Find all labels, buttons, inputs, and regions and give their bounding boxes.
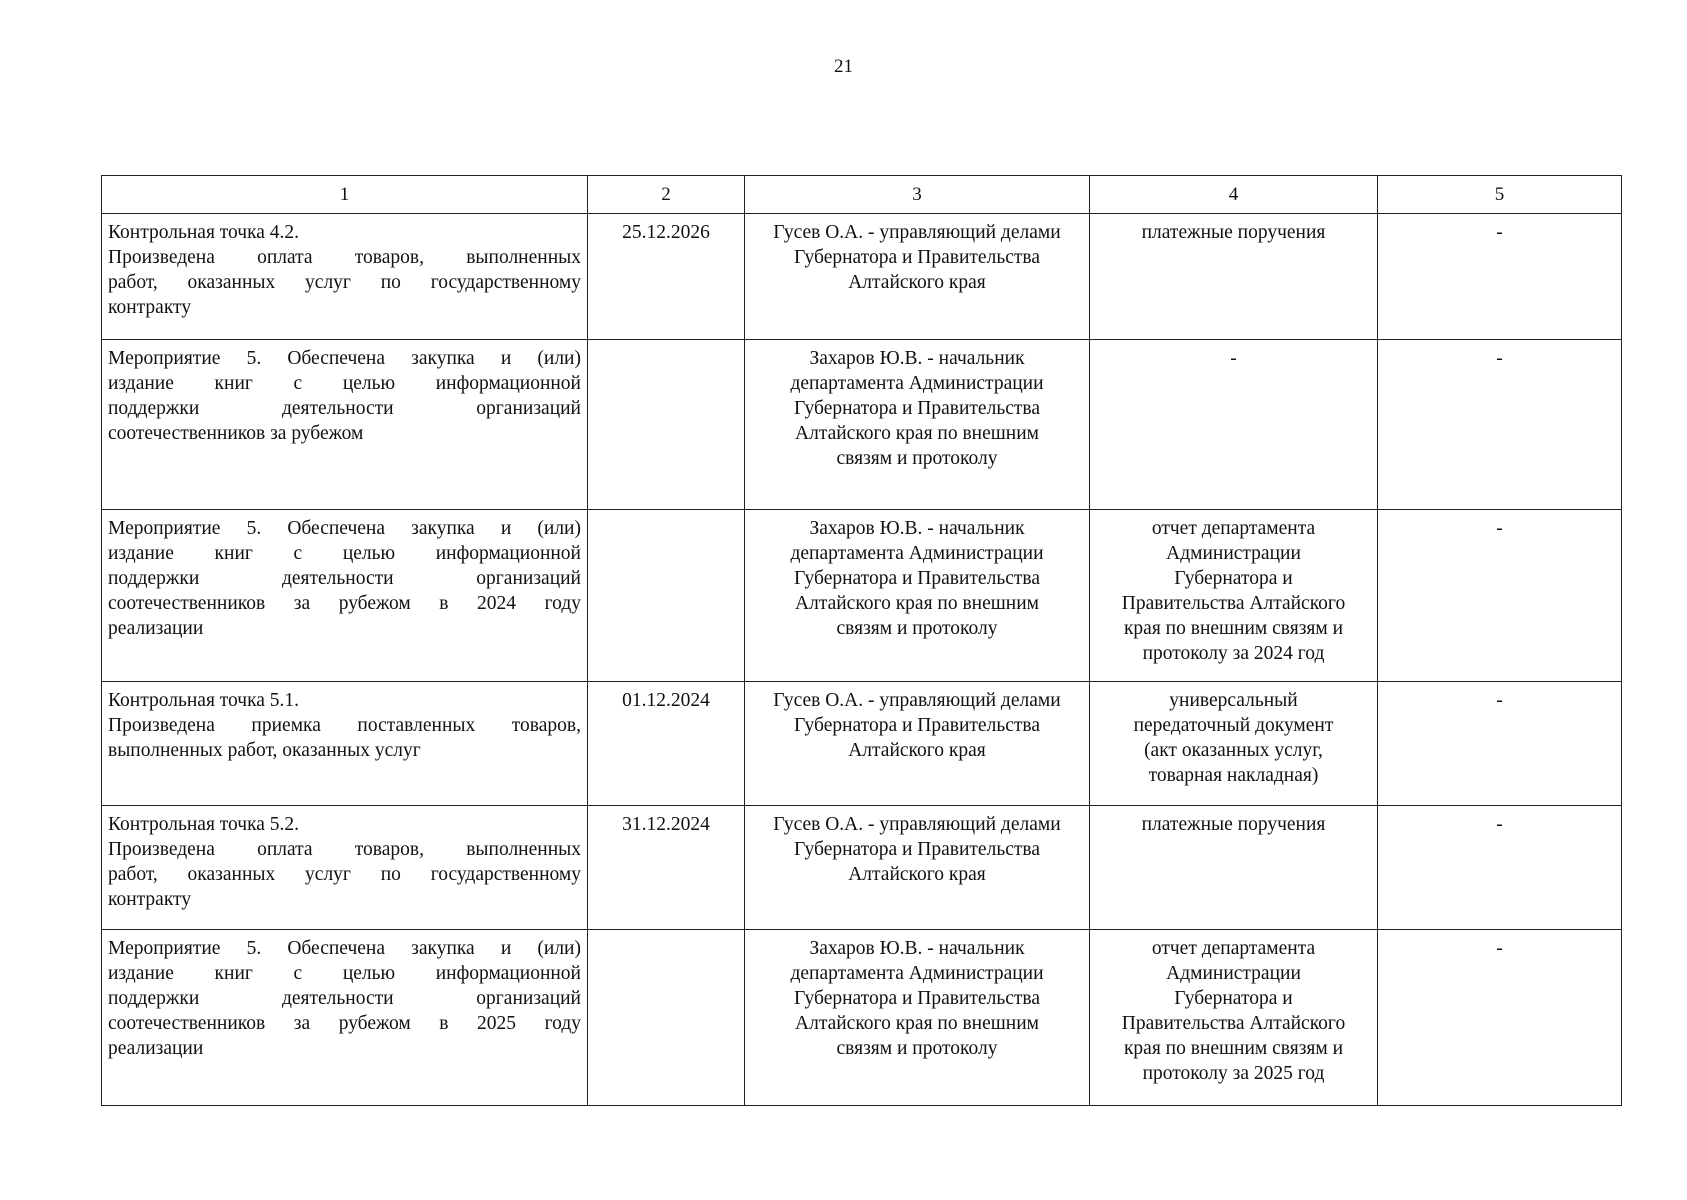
document-line: передаточный документ bbox=[1133, 715, 1334, 736]
description-line: Произведена приемка поставленных товаров, bbox=[108, 715, 581, 736]
description-line: Мероприятие 5. Обеспечена закупка и (или) bbox=[108, 938, 581, 959]
cell-column-5: - bbox=[1378, 340, 1622, 510]
cell-description bbox=[102, 214, 588, 340]
description-line: Мероприятие 5. Обеспечена закупка и (или) bbox=[108, 518, 581, 539]
document-line: Губернатора и bbox=[1174, 568, 1293, 589]
cell-description bbox=[102, 340, 588, 510]
document-line: протоколу за 2025 год bbox=[1142, 1063, 1325, 1084]
document-line: платежные поручения bbox=[1141, 222, 1326, 243]
cell-responsible bbox=[745, 340, 1090, 510]
cell-description bbox=[102, 806, 588, 930]
document-line: Правительства Алтайского bbox=[1121, 593, 1346, 614]
table-row bbox=[102, 510, 1622, 682]
document-line: протоколу за 2024 год bbox=[1142, 643, 1325, 664]
description-line: Контрольная точка 5.2. bbox=[108, 814, 300, 835]
cell-document bbox=[1090, 682, 1378, 806]
cell-responsible bbox=[745, 510, 1090, 682]
table-row bbox=[102, 806, 1622, 930]
description-line: соотечественников за рубежом в 2025 году bbox=[108, 1013, 581, 1034]
description-line: выполненных работ, оказанных услуг bbox=[108, 740, 421, 761]
document-line: Губернатора и bbox=[1174, 988, 1293, 1009]
cell-document bbox=[1090, 340, 1378, 510]
responsible-line: Алтайского края bbox=[848, 864, 986, 885]
column-header-3: 3 bbox=[745, 176, 1090, 214]
cell-responsible bbox=[745, 682, 1090, 806]
responsible-line: Захаров Ю.В. - начальник bbox=[809, 518, 1025, 539]
cell-date: 01.12.2024 bbox=[588, 682, 745, 806]
document-line: товарная накладная) bbox=[1148, 765, 1319, 786]
responsible-line: Алтайского края bbox=[848, 272, 986, 293]
cell-date bbox=[588, 510, 745, 682]
plan-table bbox=[101, 175, 1622, 1106]
table-row bbox=[102, 930, 1622, 1106]
cell-document bbox=[1090, 930, 1378, 1106]
description-line: соотечественников за рубежом bbox=[108, 423, 364, 444]
table-row bbox=[102, 214, 1622, 340]
responsible-line: департамента Администрации bbox=[790, 373, 1044, 394]
document-line: края по внешним связям и bbox=[1123, 1038, 1344, 1059]
description-line: поддержки деятельности организаций bbox=[108, 398, 581, 419]
cell-description bbox=[102, 682, 588, 806]
responsible-line: Алтайского края по внешним bbox=[795, 593, 1039, 614]
description-line: контракту bbox=[108, 889, 192, 910]
column-header-1: 1 bbox=[102, 176, 588, 214]
description-line: работ, оказанных услуг по государственному bbox=[108, 272, 581, 293]
description-line: Произведена оплата товаров, выполненных bbox=[108, 247, 581, 268]
table-body bbox=[102, 214, 1622, 1106]
cell-document bbox=[1090, 510, 1378, 682]
description-line: реализации bbox=[108, 618, 204, 639]
description-line: Мероприятие 5. Обеспечена закупка и (или) bbox=[108, 348, 581, 369]
cell-date: 31.12.2024 bbox=[588, 806, 745, 930]
responsible-line: департамента Администрации bbox=[790, 543, 1044, 564]
responsible-line: Гусев О.А. - управляющий делами bbox=[773, 222, 1061, 243]
column-header-5: 5 bbox=[1378, 176, 1622, 214]
responsible-line: Губернатора и Правительства bbox=[794, 247, 1040, 268]
document-line: (акт оказанных услуг, bbox=[1144, 740, 1323, 761]
responsible-line: Губернатора и Правительства bbox=[794, 715, 1040, 736]
responsible-line: Алтайского края по внешним bbox=[795, 1013, 1039, 1034]
responsible-line: Губернатора и Правительства bbox=[794, 568, 1040, 589]
responsible-line: Губернатора и Правительства bbox=[794, 839, 1040, 860]
document-line: - bbox=[1230, 348, 1237, 369]
cell-date bbox=[588, 340, 745, 510]
description-line: поддержки деятельности организаций bbox=[108, 568, 581, 589]
column-header-4: 4 bbox=[1090, 176, 1378, 214]
cell-date bbox=[588, 930, 745, 1106]
responsible-line: Алтайского края по внешним bbox=[795, 423, 1039, 444]
responsible-line: связям и протоколу bbox=[836, 1038, 998, 1059]
responsible-line: Губернатора и Правительства bbox=[794, 988, 1040, 1009]
description-line: Контрольная точка 5.1. bbox=[108, 690, 300, 711]
cell-description bbox=[102, 510, 588, 682]
cell-responsible bbox=[745, 930, 1090, 1106]
responsible-line: департамента Администрации bbox=[790, 963, 1044, 984]
document-line: платежные поручения bbox=[1141, 814, 1326, 835]
responsible-line: Гусев О.А. - управляющий делами bbox=[773, 690, 1061, 711]
cell-document bbox=[1090, 214, 1378, 340]
page-number: 21 bbox=[834, 56, 853, 77]
responsible-line: связям и протоколу bbox=[836, 618, 998, 639]
cell-column-5: - bbox=[1378, 510, 1622, 682]
responsible-line: Захаров Ю.В. - начальник bbox=[809, 938, 1025, 959]
cell-column-5: - bbox=[1378, 806, 1622, 930]
document-line: Администрации bbox=[1166, 963, 1301, 984]
cell-responsible bbox=[745, 806, 1090, 930]
cell-responsible bbox=[745, 214, 1090, 340]
cell-document bbox=[1090, 806, 1378, 930]
responsible-line: Гусев О.А. - управляющий делами bbox=[773, 814, 1061, 835]
document-line: края по внешним связям и bbox=[1123, 618, 1344, 639]
description-line: работ, оказанных услуг по государственному bbox=[108, 864, 581, 885]
table-row bbox=[102, 340, 1622, 510]
document-line: отчет департамента bbox=[1151, 518, 1316, 539]
description-line: поддержки деятельности организаций bbox=[108, 988, 581, 1009]
cell-description bbox=[102, 930, 588, 1106]
description-line: Контрольная точка 4.2. bbox=[108, 222, 300, 243]
cell-date: 25.12.2026 bbox=[588, 214, 745, 340]
description-line: издание книг с целью информационной bbox=[108, 373, 581, 394]
description-line: Произведена оплата товаров, выполненных bbox=[108, 839, 581, 860]
cell-column-5: - bbox=[1378, 682, 1622, 806]
cell-column-5: - bbox=[1378, 930, 1622, 1106]
description-line: соотечественников за рубежом в 2024 году bbox=[108, 593, 581, 614]
column-header-2: 2 bbox=[588, 176, 745, 214]
table-row bbox=[102, 682, 1622, 806]
responsible-line: Алтайского края bbox=[848, 740, 986, 761]
document-line: Администрации bbox=[1166, 543, 1301, 564]
description-line: реализации bbox=[108, 1038, 204, 1059]
cell-column-5: - bbox=[1378, 214, 1622, 340]
description-line: издание книг с целью информационной bbox=[108, 963, 581, 984]
header-row bbox=[102, 176, 1622, 214]
document-line: отчет департамента bbox=[1151, 938, 1316, 959]
document-line: Правительства Алтайского bbox=[1121, 1013, 1346, 1034]
responsible-line: Губернатора и Правительства bbox=[794, 398, 1040, 419]
description-line: контракту bbox=[108, 297, 192, 318]
document-line: универсальный bbox=[1169, 690, 1298, 711]
responsible-line: Захаров Ю.В. - начальник bbox=[809, 348, 1025, 369]
description-line: издание книг с целью информационной bbox=[108, 543, 581, 564]
responsible-line: связям и протоколу bbox=[836, 448, 998, 469]
